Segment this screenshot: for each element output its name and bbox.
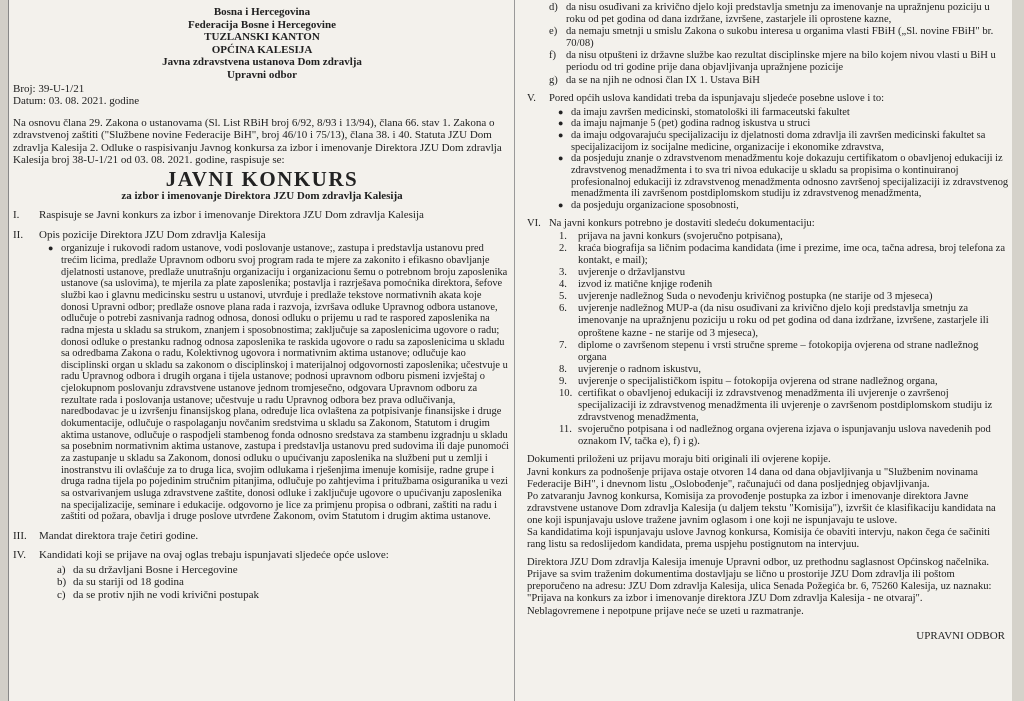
paragraph: Direktora JZU Dom zdravlja Kalesija imenuje Upravni odbor, uz prethodnu saglasnost Općinskog načelnika. Prijave sa svim traženim dokumentima dostavljaju se lično u prostorije JZU Dom zdravlja ili poštom preporučeno na adresu: JZU Dom zdravlja Kalesija, ulica Senada Požegića br. 6, 75260 Kalesija, uz naznaku: "Prijava na konkurs za izbor i imenovanje direktora JZU Dom zdravlja Kalesija - ne otvaraj". (527, 557, 992, 605)
general-conditions-list (39, 564, 511, 601)
list-item: f) da nisu otpušteni iz državne službe kao rezultat disciplinske mjere na bilo kojem nivou vlasti u BiH u periodu od tri godine prije dana objavljivanja upražnjene pozicije (549, 50, 996, 74)
list-item: ● da imaju odgovarajuću specijalizaciju iz djelatnosti doma zdravlja ili završen medicinski fakultet sa specijalizacijom iz socijalne medicine, organizacije i ekonomike zdravstva, (571, 130, 1009, 153)
list-item: 10. certifikat o obavljenoj edukaciji iz zdravstvenog menadžmenta ili uvjerenje o završenoj specijalizaciji iz zdravstvenog menadžmenta ili uvjerenje o završenom postdiplomskom studiju iz zdravstvenog menadžmenta, (559, 387, 993, 424)
paragraph: Neblagovremene i nepotpune prijave neće se uzeti u razmatranje. (527, 605, 804, 617)
section-i (13, 209, 511, 221)
list-item: ● da imaju najmanje 5 (pet) godina radnog iskustva u struci (571, 118, 1009, 130)
right-column (521, 2, 1009, 699)
list-item: 9. uvjerenje o specijalističkom ispitu – fotokopija ovjerena od strane nadležnog organa, (559, 375, 938, 387)
documents-list (549, 231, 1009, 449)
list-item: ● da posjeduju znanje o zdravstvenom menadžmentu koje dokazuju certifikatom o obavljenoj edukaciji iz zdravstvenog menadžmenta i to sva tri nivoa edukacije u skladu sa propisima o kontinuiranoj profesionalnoj edukaciji iz zdravstvenog menadžmenta odnosno završenoj specijalizaciji iz zdravstvenog menadžmenta ili završenom postdiplomskom studiju iz zdravstvenog menadžmenta, (571, 153, 1009, 200)
list-item: ● organizuje i rukovodi radom ustanove, vodi poslovanje ustanove;, zastupa i predstavlja ustanovu pred trećim licima, predlaže Upravnom odboru svoj program rada te mjere za zakonito i efikasno obavljanje djelatnosti ustanove, predlaže unutrašnju organizaciju i organizacionu šemu o potrebnom broju zaposlenika ustanove (sa uslovima), te mjerila za plate zaposlenika; postavlja i razrješava pomoćnika direktora, šefove službi kao i glavnu medicinsku sestru u ustanovi, utvrđuje i predlaže tekstove normativnih akata koje donosi Upravni odbor; predlaže osnove plana rada i razvoja, izvršava odluke Upravnog odbora ustanove, odlučuje o potrebi zasnivanja radnog odnosa, donosi odluku o prijemu u rad te raspored zaposlenika na radna mjesta u skladu sa strukom, znanjem i sposobnostima; zaključuje sa zaposlenicima ugovore o radu; donosi odluke o prestanku radnog odnosa zaposlenika te raskida ugovore o radu sa zaposlenicima u skladu sa odredbama Zakona o radu, Kolektivnog ugovora i normativnim aktima ustanove; odlučuje kao disciplinski organ u skladu sa zakonom o disciplinskoj i materijalnoj odgovornosti zaposlenika; učestvuje u radu Upravnog odbora i drugih organa i tijela ustanove; podnosi upravnom odboru pismeni izvještaj o cjelokupnom poslovanju zdravstvene ustanove jednom tromjesečno, odgovara Upravnom odboru za rezultate rada i poslovanja ustanove; učestvuje u radu Upravnog odbora bez prava odlučivanja, naredbodavac je u izvršenju finansijskog plana, određuje lica ovlaštena za potpisivanje finansijske i druge dokumentacije, odlučuje o raspolaganju novčanim sredstvima u skladu sa Zakonom, Statutom i drugim aktima ustanove, odlučuje o raspodjeli stambenog fonda odnosno sredstava za stambenu izgradnju u skladu sa posebnim normativnim aktima ustanove, zastupa i predstavlja ustanovu pred sudovima ili daje punomoći za zastupanje u skladu sa Zakonom, donosi odluku o upućivanju zaposlenika na službeni put u zemlji i inostranstvu ili ovlašćuje za to druga lica, svojim odlukama i rješenjima imenuje komisije, radne grupe i druga radna tijela po pojedinim stručnim pitanjima, odlučuje po zahtjevima i pritužbama osiguranika u vezi sa ostvarivanjem usluga zdravstvene zaštite, donosi odluke i zaključuje ugovore o upućivanju zaposlenika na specijalizacije, seminare i edukacije. odgovorno je lice za primjenu propisa o odbrani, zaštiti na radu i zaštiti od požara, obavlja i druge poslove utvrđene Zakonom, ovim Statutom i drugim aktima ustanove. (61, 243, 511, 523)
duties-list (39, 243, 511, 523)
list-item: 7. diplome o završenom stepenu i vrsti stručne spreme – fotokopija ovjerena od strane nadležnog organa (559, 339, 979, 363)
section-text: Mandat direktora traje četiri godine. (39, 530, 199, 542)
header-line: Bosna i Hercegovina (213, 6, 311, 18)
list-item: 4. izvod iz matične knjige rođenih (559, 279, 713, 291)
list-item: b) da su stariji od 18 godina (57, 576, 184, 589)
section-number: V. (527, 92, 536, 104)
section-v (521, 93, 1009, 212)
header-line: TUZLANSKI KANTON (204, 31, 320, 43)
document-meta (13, 83, 511, 108)
section-iii (13, 530, 511, 542)
list-item: 8. uvjerenje o radnom iskustvu, (559, 363, 701, 375)
list-item: d) da nisu osuđivani za krivično djelo koji predstavlja smetnju za imenovanje na upražnjenu poziciju u roku od pet godina od dana izdržane, izvršene, zastarjele ili oprostene kazne, (549, 2, 990, 26)
submission-rules (521, 454, 1009, 551)
document-number: Broj: 39-U-1/21 (13, 83, 85, 95)
header-line: OPĆINA KALESIJA (211, 43, 313, 56)
announcement-subtitle: za izbor i imenovanje Direktora JZU Dom zdravlja Kalesija (121, 190, 403, 203)
section-text: Raspisuje se Javni konkurs za izbor i imenovanje Direktora JZU Dom zdravlja Kalesija (39, 209, 424, 222)
special-conditions-list (549, 107, 1009, 212)
section-number: VI. (527, 217, 541, 229)
list-item: 5. uvjerenje nadležnog Suda o nevođenju krivičnog postupka (ne starije od 3 mjeseca) (559, 291, 933, 303)
section-vi (521, 218, 1009, 449)
section-text: Pored općih uslova kandidati treba da ispunjavaju sljedeće posebne uslove i to: (549, 92, 885, 104)
section-ii (13, 229, 511, 523)
general-conditions-continued (521, 2, 1009, 87)
section-text: Opis pozicije Direktora JZU Dom zdravlja Kalesija (39, 228, 266, 241)
section-number: II. (13, 228, 24, 241)
header-line: Upravni odbor (227, 68, 297, 81)
list-item: e) da nemaju smetnji u smislu Zakona o sukobu interesa u organima vlasti FBiH („Sl. novine FBiH" br. 70/08) (549, 26, 994, 50)
section-number: III. (13, 530, 27, 542)
section-iv (13, 549, 511, 601)
list-item: 1. prijava na javni konkurs (svojeručno potpisana), (559, 230, 783, 242)
list-item: 2. kraća biografija sa ličnim podacima kandidata (ime i prezime, ime oca, tačna adresa, broj telefona za kontakt, e mail); (559, 242, 1006, 266)
institution-header (13, 6, 511, 81)
list-item: 11. svojeručno potpisana i od nadležnog organa ovjerena izjava o ispunjavanju uslova navedenih pod oznakom IV, tačka e), f) i g). (559, 424, 991, 448)
list-item: ● da imaju završen medicinski, stomatološki ili farmaceutski fakultet (571, 107, 1009, 119)
section-text: Na javni konkurs potrebno je dostaviti sledeću dokumentaciju: (549, 217, 815, 229)
list-item: ● da posjeduju organizacione sposobnosti, (571, 200, 1009, 212)
paragraph: Javni konkurs za podnošenje prijava ostaje otvoren 14 dana od dana objavljivanja u "Službenim novinama Federacije BiH", i dnevnom listu „Oslobođenje", računajući od dana posljednjeg objavljivanja. (527, 466, 978, 490)
list-item: 6. uvjerenje nadležnog MUP-a (da nisu osuđivani za krivično djelo koji predstavlja smetnju za imenovanje na upražnjenu poziciju u roku od pet godina od dana izdržane, izvršene, zastarjele ili oproštene kazne - ne starije od 3 mjeseca), (559, 303, 989, 339)
page-edge-right (1012, 0, 1024, 701)
header-line: Javna zdravstvena ustanova Dom zdravlja (162, 56, 362, 68)
left-column (13, 2, 511, 699)
job-announcement (8, 0, 1012, 701)
column-divider (514, 0, 515, 701)
paragraph: Po zatvaranju Javnog konkursa, Komisija za provođenje postupka za izbor i imenovanje direktora Javne zdravstvene ustanove Dom zdravlja Kalesija (u daljem tekstu "Komisija"), izvršit će klasifikaciju kandidata na one koji ispunjavaju uslove tražene javnim oglasom i one koji ne ispunjavaju te uslove. (527, 490, 996, 526)
announcement-title: JAVNI KONKURS (165, 167, 359, 192)
page-edge-left (0, 0, 8, 701)
paragraph: Sa kandidatima koji ispunjavaju uslove Javnog konkursa, Komisija će obaviti intervju, nakon čega će sačiniti rang listu sa redoslijedom kandidata, prema uspjehu postignutom na intervjuu. (527, 527, 991, 551)
signature: UPRAVNI ODBOR (916, 629, 1005, 642)
header-line: Federacija Bosne i Hercegovine (188, 18, 336, 31)
section-number: IV. (13, 549, 26, 562)
list-item: 3. uvjerenje o državljanstvu (559, 267, 686, 279)
document-date: Datum: 03. 08. 2021. godine (13, 95, 140, 108)
legal-basis-paragraph: Na osnovu člana 29. Zakona o ustanovama (Sl. List RBiH broj 6/92, 8/93 i 13/94), člana 66. stav 1. Zakona o zdravstvenoj zaštiti ("Službene novine Federacije BiH", broj 46/10 i 75/13), člana 38. i 40. Statuta JZU Dom zdravlja Kalesija 2. Odluke o raspisivanju Javnog konkursa za izbor i imenovanje Direktora JZU Dom zdravlja Kalesija broj 38-U-1/21 od 03. 08. 2021. godine, raspisuje se: (13, 116, 502, 167)
section-text: Kandidati koji se prijave na ovaj oglas trebaju ispunjavati sljedeće opće uslove: (39, 549, 389, 562)
paragraph: Dokumenti priloženi uz prijavu moraju biti originali ili ovjerene kopije. (527, 454, 831, 466)
list-item: g) da se na njih ne odnosi član IX 1. Ustava BiH (549, 74, 760, 86)
closing-text (521, 557, 1009, 617)
list-item: c) da se protiv njih ne vodi krivični postupak (57, 588, 260, 601)
list-item: a) da su državljani Bosne i Hercegovine (57, 563, 238, 576)
section-number: I. (13, 209, 20, 222)
